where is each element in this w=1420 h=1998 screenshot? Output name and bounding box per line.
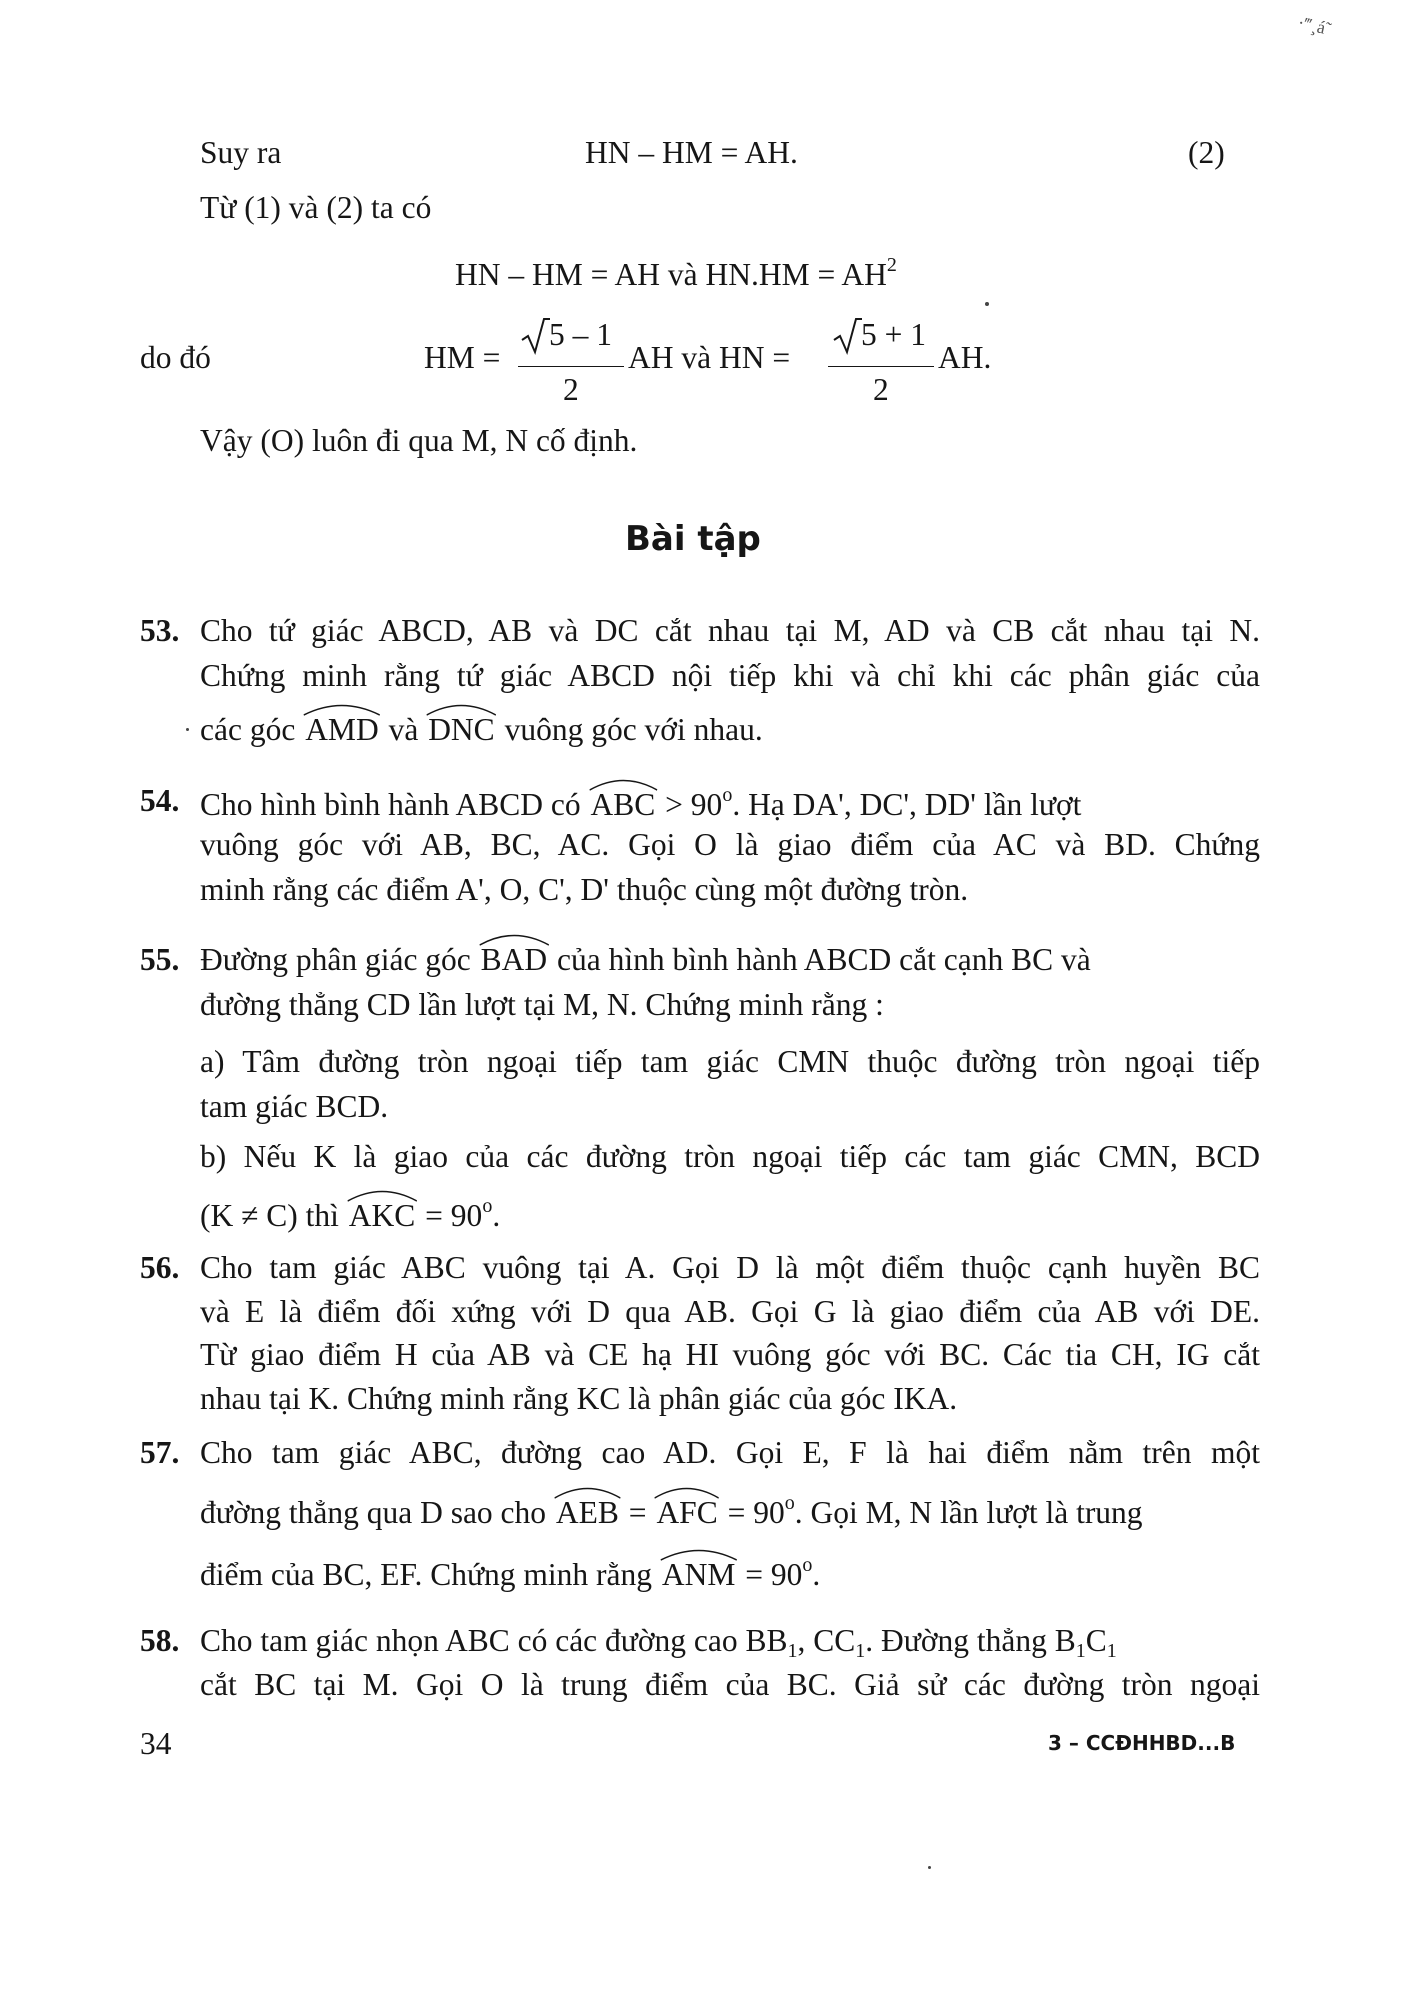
problem-55-b-line1: b) Nếu K là giao của các đường tròn ngoại tiếp các tam giác CMN, BCD <box>200 1139 1260 1174</box>
frac1-denominator: 2 <box>563 372 579 407</box>
frac2-bar <box>828 366 934 367</box>
problem-54-text-e: . Hạ DA', DC', DD' lần lượt <box>732 787 1082 822</box>
problem-57-text-a: đường thẳng qua D sao cho <box>200 1495 547 1530</box>
problem-58-text-d: C <box>1085 1623 1107 1658</box>
angle-aeb-label: AEB <box>555 1495 619 1530</box>
problem-57-number: 57. <box>140 1435 180 1470</box>
angle-akc <box>347 1200 418 1232</box>
frac2-numerator: 5 + 1 <box>861 317 927 352</box>
section-title: Bài tập <box>625 519 761 559</box>
angle-afc-label: AFC <box>656 1495 718 1530</box>
problem-58-sub-1: 1 <box>787 1640 798 1662</box>
angle-abc-label: ABC <box>590 787 656 822</box>
problem-55-text-b2e: . <box>492 1198 501 1233</box>
problem-57-text-c: = <box>628 1495 647 1530</box>
frac1-bar <box>518 366 624 367</box>
problem-53-text-a: các góc <box>200 712 296 747</box>
problem-58-sub-2: 1 <box>855 1640 866 1662</box>
angle-anm <box>660 1559 738 1591</box>
intro-ah-end: AH. <box>938 340 992 375</box>
frac1-numerator: 5 – 1 <box>549 317 612 352</box>
problem-57-degree-2: o <box>802 1554 813 1576</box>
intro-system-text: HN – HM = AH và HN.HM = AH <box>455 257 887 292</box>
problem-58-line1 <box>200 1625 1117 1661</box>
intro-do-do: do đó <box>140 340 211 375</box>
corner-mark: ·‴¸á̃ <box>1296 12 1328 38</box>
problem-55-text-c: của hình bình hành ABCD cắt cạnh BC và <box>557 942 1091 977</box>
angle-bad-label: BAD <box>480 942 548 977</box>
problem-57-line3 <box>200 1555 820 1591</box>
problem-58-sub-3: 1 <box>1075 1640 1086 1662</box>
problem-58-number: 58. <box>140 1623 180 1658</box>
problem-53-line2: Chứng minh rằng tứ giác ABCD nội tiếp khi và chỉ khi các phân giác của <box>200 658 1260 693</box>
problem-57-text-g: . Gọi M, N lần lượt là trung <box>794 1495 1143 1530</box>
problem-57-text-3c: = 90 <box>745 1557 803 1592</box>
problem-58-text-a: Cho tam giác nhọn ABC có các đường cao BB <box>200 1623 788 1658</box>
problem-56-line2: và E là điểm đối xứng với D qua AB. Gọi G là giao điểm của AB với DE. <box>200 1294 1260 1329</box>
intro-system-exp: 2 <box>886 254 897 276</box>
stray-dot-footer <box>928 1866 931 1869</box>
problem-57-line2 <box>200 1493 1143 1529</box>
stray-dot-53 <box>186 728 189 731</box>
angle-akc-label: AKC <box>348 1198 416 1233</box>
problem-56-line1: Cho tam giác ABC vuông tại A. Gọi D là một điểm thuộc cạnh huyền BC <box>200 1250 1260 1285</box>
problem-54-text-a: Cho hình bình hành ABCD có <box>200 787 581 822</box>
problem-55-degree: o <box>482 1195 493 1217</box>
problem-55-text-b2a: (K ≠ C) thì <box>200 1198 339 1233</box>
angle-abc <box>589 789 658 821</box>
angle-bad <box>479 944 550 976</box>
angle-amd-label: AMD <box>305 712 379 747</box>
angle-afc <box>654 1497 719 1529</box>
problem-58-text-b: , CC <box>797 1623 856 1658</box>
problem-55-text-b2c: = 90 <box>425 1198 483 1233</box>
problem-55-text-a: Đường phân giác góc <box>200 942 471 977</box>
angle-dnc-label: DNC <box>428 712 495 747</box>
problem-57-text-3e: . <box>812 1557 821 1592</box>
problem-56-line3: Từ giao điểm H của AB và CE hạ HI vuông góc với BC. Các tia CH, IG cắt <box>200 1337 1260 1372</box>
problem-53-text-c: và <box>388 712 419 747</box>
problem-55-number: 55. <box>140 942 180 977</box>
problem-54-line2: vuông góc với AB, BC, AC. Gọi O là giao điểm của AC và BD. Chứng <box>200 827 1260 862</box>
intro-ah-and-hn: AH và HN = <box>628 340 791 375</box>
intro-system <box>455 255 897 291</box>
angle-anm-label: ANM <box>661 1557 736 1592</box>
problem-54-text-c: > 90 <box>665 787 723 822</box>
problem-54-line3: minh rằng các điểm A', O, C', D' thuộc cùng một đường tròn. <box>200 872 969 907</box>
sqrt-sign-2 <box>832 316 862 356</box>
intro-formula-2: HN – HM = AH. <box>585 135 798 170</box>
angle-amd <box>303 714 381 746</box>
problem-54-degree: o <box>722 784 733 806</box>
problem-57-text-3a: điểm của BC, EF. Chứng minh rằng <box>200 1557 653 1592</box>
problem-58-line2: cắt BC tại M. Gọi O là trung điểm của BC. Giả sử các đường tròn ngoại <box>200 1667 1260 1702</box>
page-number: 34 <box>140 1726 172 1761</box>
problem-54-line1 <box>200 785 1081 821</box>
problem-57-text-e: = 90 <box>727 1495 785 1530</box>
intro-from: Từ (1) và (2) ta có <box>200 190 432 225</box>
problem-55-b-line2 <box>200 1196 500 1232</box>
intro-hm-eq: HM = <box>424 340 501 375</box>
intro-eq-label: (2) <box>1188 135 1225 170</box>
angle-aeb <box>554 1497 621 1529</box>
intro-conclusion: Vậy (O) luôn đi qua M, N cố định. <box>200 423 638 458</box>
problem-54-number: 54. <box>140 783 180 818</box>
problem-53-number: 53. <box>140 613 180 648</box>
intro-suy-ra: Suy ra <box>200 135 282 170</box>
problem-56-line4: nhau tại K. Chứng minh rằng KC là phân giác của góc IKA. <box>200 1381 958 1416</box>
problem-55-line2: đường thẳng CD lần lượt tại M, N. Chứng minh rằng : <box>200 987 884 1022</box>
stray-dot <box>985 302 989 306</box>
sqrt-sign-1 <box>520 316 550 356</box>
problem-53-text-e: vuông góc với nhau. <box>504 712 763 747</box>
problem-58-sub-4: 1 <box>1106 1640 1117 1662</box>
problem-56-number: 56. <box>140 1250 180 1285</box>
angle-dnc <box>426 714 497 746</box>
frac2-denominator: 2 <box>873 372 889 407</box>
problem-53-line3 <box>200 714 763 746</box>
problem-55-a-line1: a) Tâm đường tròn ngoại tiếp tam giác CMN thuộc đường tròn ngoại tiếp <box>200 1044 1260 1079</box>
problem-57-degree-1: o <box>784 1492 795 1514</box>
problem-57-line1: Cho tam giác ABC, đường cao AD. Gọi E, F là hai điểm nằm trên một <box>200 1435 1260 1470</box>
problem-53-line1: Cho tứ giác ABCD, AB và DC cắt nhau tại M, AD và CB cắt nhau tại N. <box>200 613 1260 648</box>
problem-55-line1 <box>200 944 1091 976</box>
problem-55-a-line2: tam giác BCD. <box>200 1089 389 1124</box>
problem-58-text-c: . Đường thẳng B <box>865 1623 1076 1658</box>
footer-code: 3 – CCĐHHBD...B <box>1048 1731 1236 1755</box>
